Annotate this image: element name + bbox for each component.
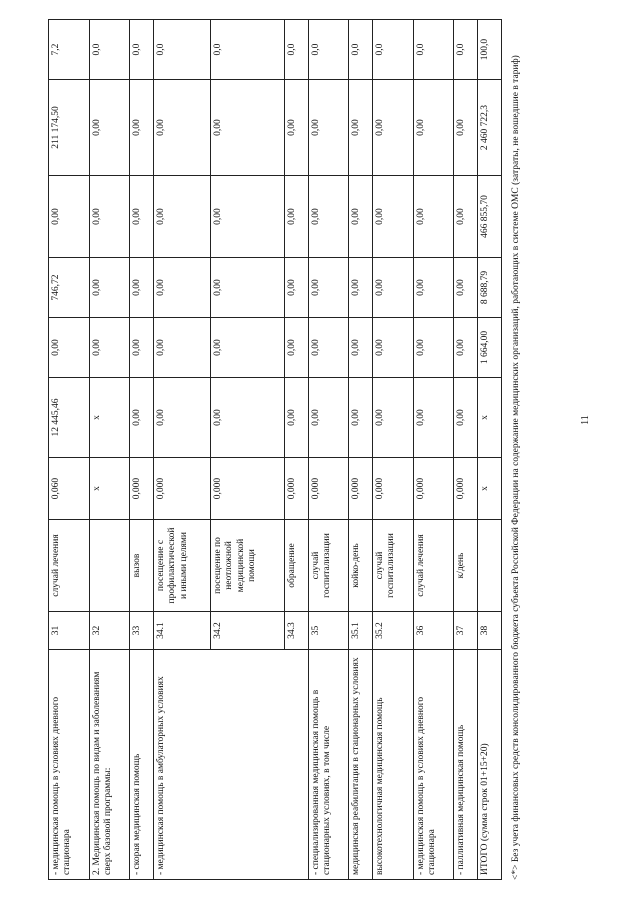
cell-value: 0,000 [211,458,285,520]
cell-value: 0,000 [454,458,478,520]
cell-value: 0,00 [413,258,454,318]
row-unit: к/день [454,520,478,612]
cell-value: 0,000 [130,458,154,520]
cell-value: 0,000 [153,458,210,520]
cell-value: 0,00 [211,318,285,378]
row-name: - паллиативная медицинская помощь [454,650,478,880]
cell-value: 0,0 [130,20,154,80]
cell-value: 0,00 [308,176,349,258]
cell-value: 100,0 [478,20,502,80]
cell-value: 1 664,00 [478,318,502,378]
row-number: 36 [413,612,454,650]
cell-value: 0,000 [284,458,308,520]
cell-value: 466 855,70 [478,176,502,258]
table-row [49,20,90,880]
table-row [153,20,210,880]
row-unit: посещение по неотложной медицинской помощи [211,520,285,612]
cell-value: 0,00 [153,176,210,258]
cell-value: 0,00 [284,378,308,458]
cell-value: 8 688,79 [478,258,502,318]
cell-value: 0,00 [153,80,210,176]
cell-value: 0,00 [49,318,90,378]
row-unit: случай госпитализации [308,520,349,612]
row-name: ИТОГО (сумма строк 01+15+20) [478,650,502,880]
cell-value: 0,0 [349,20,373,80]
cell-value: 0,00 [211,80,285,176]
row-unit: случай госпитализации [373,520,414,612]
cell-value: 0,00 [349,258,373,318]
cell-value: 0,000 [308,458,349,520]
footnote: <*> Без учета финансовых средств консолидированного бюджета субъекта Российской Федерации на содержание медицинских организаций, работающих в системе ОМС (затраты, не вошедшие в тариф) [511,55,521,880]
table-row [478,20,502,880]
cell-value: 0,00 [349,80,373,176]
cell-value: 0,000 [349,458,373,520]
row-number: 35 [308,612,349,650]
cell-value: x [89,458,130,520]
cell-value: 0,0 [153,20,210,80]
row-unit: койко-день [349,520,373,612]
cell-value: 0,0 [373,20,414,80]
cell-value: 0,00 [130,258,154,318]
cell-value: 0,00 [308,80,349,176]
row-name: - медицинская помощь в амбулаторных условиях [153,650,308,880]
cell-value: 746,72 [49,258,90,318]
row-number: 33 [130,612,154,650]
row-name: - медицинская помощь в условиях дневного стационара [49,650,90,880]
cell-value: 0,00 [211,258,285,318]
cell-value: 0,000 [373,458,414,520]
row-name: - специализированная медицинская помощь в стационарных условиях, в том числе [308,650,349,880]
cell-value: x [478,458,502,520]
cell-value: 0,00 [413,378,454,458]
cell-value: 0,00 [308,258,349,318]
rotated-table-container [48,20,502,880]
row-name: медицинская реабилитация в стационарных условиях [349,650,373,880]
table-row [454,20,478,880]
row-name: - медицинская помощь в условиях дневного стационара [413,650,454,880]
row-number: 32 [89,612,130,650]
cell-value: 0,00 [373,318,414,378]
cell-value: 0,00 [413,80,454,176]
cell-value: x [478,378,502,458]
cell-value: 0,060 [49,458,90,520]
cell-value: 0,00 [211,176,285,258]
row-unit [478,520,502,612]
cell-value: 0,00 [89,318,130,378]
cell-value: 0,0 [211,20,285,80]
cell-value: 0,00 [284,176,308,258]
cell-value: 12 445,46 [49,378,90,458]
cell-value: 0,00 [308,318,349,378]
table-row [413,20,454,880]
row-number: 34.2 [211,612,285,650]
cell-value: 0,00 [413,318,454,378]
cell-value: 0,00 [308,378,349,458]
cell-value: 0,000 [413,458,454,520]
cell-value: 0,00 [130,318,154,378]
cell-value: 0,00 [454,80,478,176]
row-number: 38 [478,612,502,650]
cell-value: 0,00 [130,80,154,176]
table-row [130,20,154,880]
row-number: 35.1 [349,612,373,650]
cell-value: 211 174,50 [49,80,90,176]
cell-value: 0,0 [413,20,454,80]
cell-value: 0,00 [89,176,130,258]
row-number: 34.1 [153,612,210,650]
row-unit: обращение [284,520,308,612]
cell-value: 0,00 [153,258,210,318]
row-number: 37 [454,612,478,650]
table-row [373,20,414,880]
cell-value: 0,00 [89,258,130,318]
row-number: 31 [49,612,90,650]
cell-value: 0,0 [454,20,478,80]
cell-value: 0,00 [284,258,308,318]
row-unit [89,520,130,612]
cell-value: 0,00 [373,80,414,176]
cell-value: 0,00 [454,258,478,318]
cell-value: 0,00 [454,378,478,458]
oms-cost-table [48,19,502,880]
row-unit: вызов [130,520,154,612]
cell-value: 0,00 [349,378,373,458]
cell-value: 0,00 [153,378,210,458]
table-row [89,20,130,880]
cell-value: 0,00 [373,258,414,318]
cell-value: 0,00 [284,318,308,378]
row-name: 2. Медицинская помощь по видам и заболеваниям сверх базовой программы: [89,650,130,880]
cell-value: 0,00 [373,176,414,258]
row-number: 34.3 [284,612,308,650]
cell-value: 0,00 [373,378,414,458]
cell-value: 2 460 722,3 [478,80,502,176]
row-unit: случай лечения [49,520,90,612]
cell-value: 0,00 [130,378,154,458]
cell-value: 0,00 [349,318,373,378]
row-unit: посещение с профилактической и иными целями [153,520,210,612]
cell-value: 0,00 [349,176,373,258]
cell-value: 0,00 [130,176,154,258]
cell-value: 0,00 [153,318,210,378]
cell-value: x [89,378,130,458]
cell-value: 7,2 [49,20,90,80]
row-name: высокотехнологичная медицинская помощь [373,650,414,880]
cell-value: 0,0 [89,20,130,80]
page-number: 11 [580,415,591,425]
cell-value: 0,0 [308,20,349,80]
row-number: 35.2 [373,612,414,650]
cell-value: 0,00 [454,176,478,258]
cell-value: 0,00 [454,318,478,378]
cell-value: 0,0 [284,20,308,80]
row-name: - скорая медицинская помощь [130,650,154,880]
cell-value: 0,00 [284,80,308,176]
cell-value: 0,00 [211,378,285,458]
table-row [308,20,349,880]
cell-value: 0,00 [413,176,454,258]
cell-value: 0,00 [49,176,90,258]
row-unit: случай лечения [413,520,454,612]
cell-value: 0,00 [89,80,130,176]
table-row [349,20,373,880]
